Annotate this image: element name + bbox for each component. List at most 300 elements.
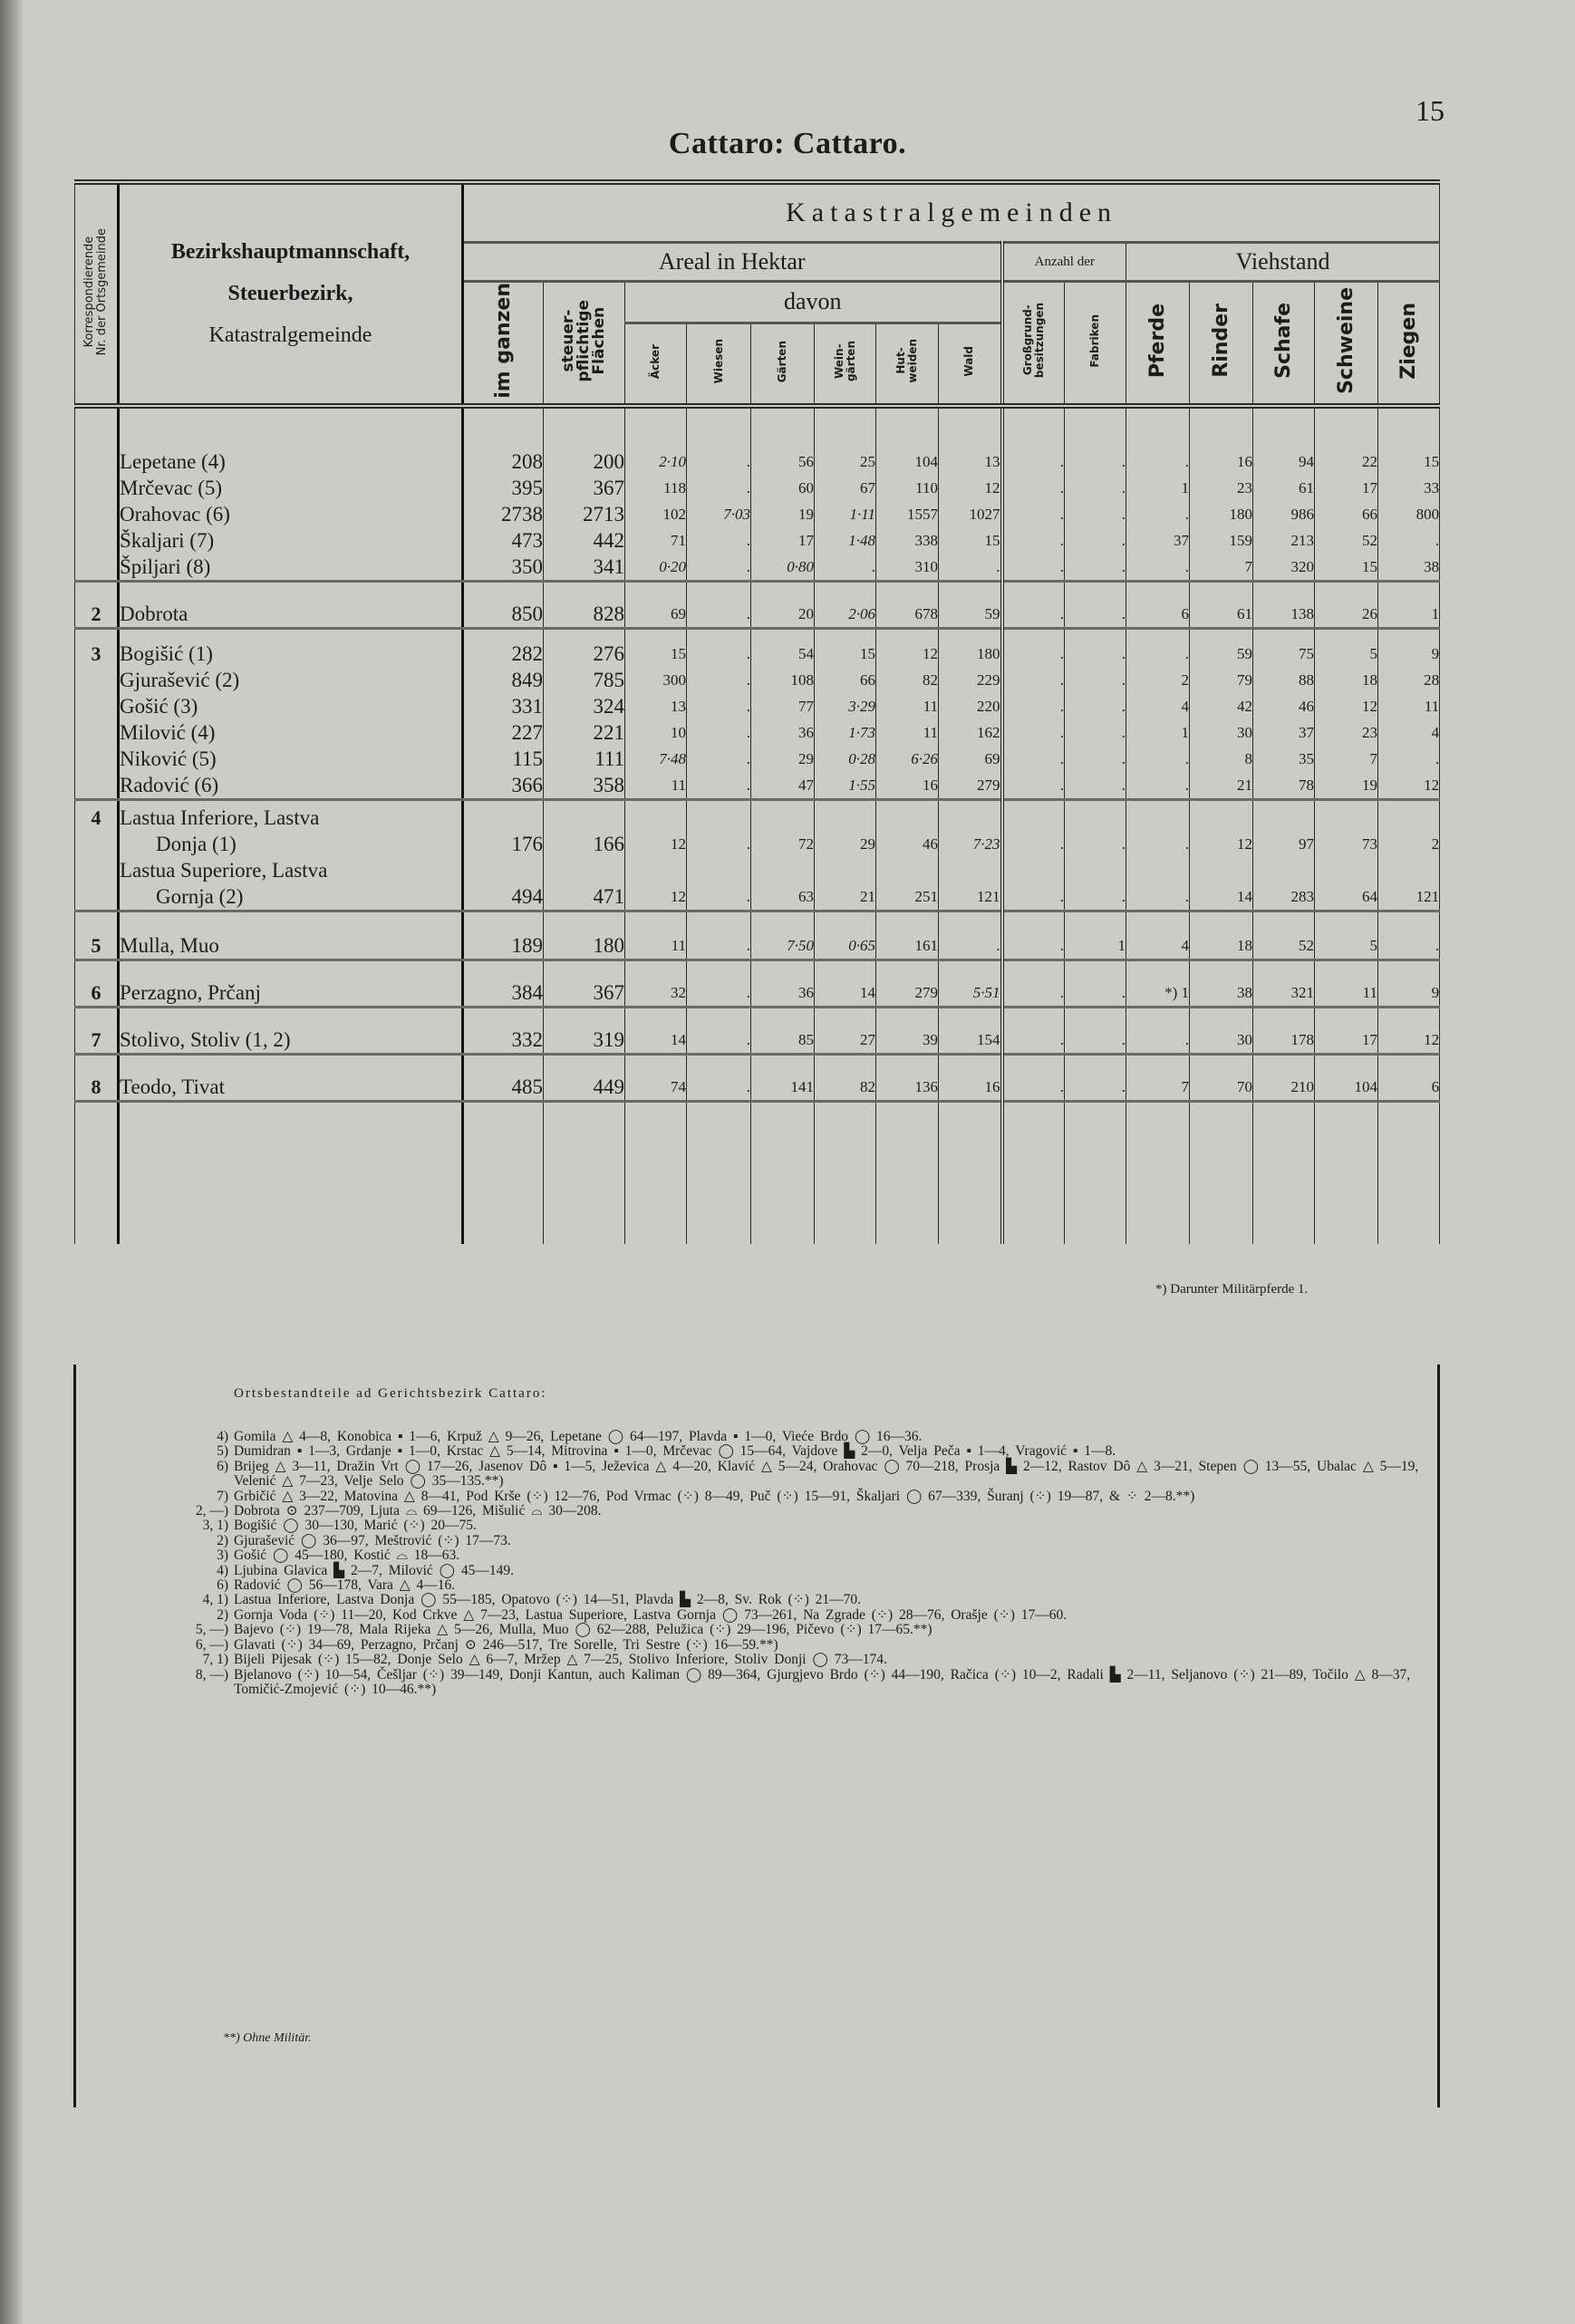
- table-value: .: [1059, 1077, 1064, 1095]
- value-cell-hut-weiden: [876, 799, 939, 911]
- value-line: [939, 932, 1000, 959]
- value-line: [544, 932, 624, 959]
- col-header-wiesen: [687, 323, 751, 406]
- value-line: [625, 805, 686, 857]
- statistics-table: [74, 179, 1440, 1244]
- table-value: .: [1059, 1030, 1064, 1048]
- empty-cell: [1190, 1101, 1253, 1244]
- table-value: .: [1059, 478, 1064, 497]
- table-value: 367: [593, 476, 624, 499]
- value-cell-wiesen: [687, 581, 751, 628]
- name-cell: [119, 406, 463, 582]
- value-cell-wald: [939, 799, 1002, 911]
- value-line: [815, 501, 875, 527]
- value-cell-schweine: [1315, 911, 1378, 959]
- table-value: 1·55: [848, 776, 875, 794]
- value-cell-im-ganzen: [463, 1054, 544, 1101]
- value-line: [687, 448, 750, 475]
- ortsbestandteile-entry: [91, 1668, 1432, 1698]
- value-line: [815, 719, 875, 746]
- group-number-label: 6: [91, 980, 101, 1004]
- table-value: 300: [662, 670, 686, 689]
- value-cell-gärten: [751, 1007, 815, 1054]
- value-line: [1065, 601, 1126, 627]
- value-cell-fabriken: [1065, 581, 1126, 628]
- value-line: [1378, 805, 1439, 857]
- table-value: .: [1059, 936, 1064, 954]
- value-line: [876, 1074, 938, 1100]
- name-line: Mulla, Muo: [120, 933, 219, 957]
- value-line: [625, 448, 686, 475]
- table-value: 121: [1416, 887, 1440, 905]
- table-value: 358: [593, 773, 624, 796]
- table-value: 61: [1237, 604, 1252, 622]
- value-cell-großgrund-besitzungen: [1002, 1007, 1065, 1054]
- value-cell-steuer-pflichtigeflächen: [544, 799, 625, 911]
- value-cell-pferde: [1126, 1054, 1190, 1101]
- value-line: [751, 719, 814, 746]
- value-line: [1190, 667, 1252, 693]
- value-line: [1315, 693, 1377, 719]
- value-cell-rinder: [1190, 1007, 1253, 1054]
- katastralgemeinde-name: [120, 746, 461, 772]
- value-cell-wald: [939, 1007, 1002, 1054]
- value-line: [1190, 772, 1252, 798]
- table-value: 66: [860, 670, 875, 689]
- value-cell-fabriken: [1065, 628, 1126, 799]
- table-value: 26: [1362, 604, 1377, 622]
- table-value: 785: [593, 668, 624, 691]
- value-line: [1065, 857, 1126, 910]
- value-line: [1190, 805, 1252, 857]
- value-cell-hut-weiden: [876, 406, 939, 582]
- entry-label: 4, 1): [202, 1592, 228, 1608]
- value-line: [1004, 719, 1065, 746]
- value-line: [1004, 693, 1065, 719]
- value-line: [1065, 641, 1126, 667]
- value-cell-rinder: [1190, 628, 1253, 799]
- table-value: 12: [923, 644, 938, 662]
- table-value: 800: [1416, 505, 1440, 523]
- table-value: .: [1184, 1030, 1189, 1048]
- value-line: [544, 1027, 624, 1053]
- value-cell-äcker: [625, 406, 687, 582]
- name-line: Špiljari (8): [120, 554, 211, 578]
- value-line: [625, 979, 686, 1006]
- value-line: [1065, 719, 1126, 746]
- table-value: .: [996, 557, 1000, 575]
- value-line: [1190, 719, 1252, 746]
- value-cell-wein-gärten: [815, 911, 876, 959]
- group-number: [75, 959, 119, 1007]
- table-value: 471: [593, 884, 624, 908]
- table-group: [75, 799, 1440, 911]
- ortsbestandteile-entry: [91, 1444, 1432, 1459]
- value-line: [687, 857, 750, 910]
- value-cell-rinder: [1190, 1054, 1253, 1101]
- value-cell-steuer-pflichtigeflächen: [544, 406, 625, 582]
- scan-edge: [0, 0, 24, 2324]
- katastralgemeinde-name: [120, 641, 461, 667]
- table-value: 21: [860, 887, 875, 905]
- value-line: [687, 1027, 750, 1053]
- value-line: [876, 1027, 938, 1053]
- value-line: [1315, 932, 1377, 959]
- value-line: [464, 667, 543, 693]
- value-line: [1126, 601, 1189, 627]
- empty-cell: [1253, 1101, 1315, 1244]
- value-line: [464, 475, 543, 501]
- col-label: Pferde: [1145, 303, 1169, 378]
- value-cell-großgrund-besitzungen: [1002, 406, 1065, 582]
- col-header-schweine: [1315, 282, 1378, 406]
- table-group: [75, 959, 1440, 1007]
- value-line: [939, 475, 1000, 501]
- table-value: 4: [1181, 936, 1189, 954]
- value-line: [1126, 667, 1189, 693]
- table-value: 69: [671, 604, 686, 622]
- table-value: 11: [1362, 983, 1377, 1001]
- table-group: [75, 406, 1440, 582]
- name-cell: [119, 581, 463, 628]
- value-line: [1065, 667, 1126, 693]
- value-line: [1315, 501, 1377, 527]
- table-value: 4: [1431, 723, 1440, 741]
- table-value: .: [1059, 697, 1064, 715]
- value-cell-wein-gärten: [815, 799, 876, 911]
- value-line: [1315, 448, 1377, 475]
- value-cell-schafe: [1253, 1007, 1315, 1054]
- value-line: [544, 772, 624, 798]
- entry-label: 4): [217, 1429, 228, 1444]
- value-line: [1126, 1027, 1189, 1053]
- katastralgemeinde-name: [120, 554, 461, 580]
- table-value: 12: [671, 887, 686, 905]
- super-header: Katastralgemeinden: [463, 182, 1440, 243]
- table-value: .: [1121, 834, 1126, 853]
- value-line: [815, 979, 875, 1006]
- value-line: [687, 1074, 750, 1100]
- value-cell-wiesen: [687, 911, 751, 959]
- value-cell-äcker: [625, 1007, 687, 1054]
- col-header-rinder: [1190, 282, 1253, 406]
- value-line: [1190, 641, 1252, 667]
- value-line: [815, 527, 875, 554]
- name-line: Gornja (2): [156, 884, 244, 908]
- table-value: 442: [593, 528, 624, 552]
- col-label: Großgrund- besitzungen: [1020, 303, 1046, 379]
- table-value: 4: [1181, 697, 1189, 715]
- table-value: 338: [914, 531, 938, 549]
- value-cell-wald: [939, 628, 1002, 799]
- value-line: [1190, 601, 1252, 627]
- entry-label: 8, —): [195, 1666, 228, 1683]
- value-cell-hut-weiden: [876, 959, 939, 1007]
- value-line: [751, 601, 814, 627]
- value-line: [544, 667, 624, 693]
- name-header: [119, 182, 463, 406]
- value-cell-großgrund-besitzungen: [1002, 628, 1065, 799]
- value-line: [1315, 667, 1377, 693]
- value-line: [815, 601, 875, 627]
- ortsbestandteile-entry: [91, 1504, 1432, 1519]
- table-value: 494: [511, 884, 543, 908]
- value-cell-schafe: [1253, 911, 1315, 959]
- value-line: [1004, 772, 1065, 798]
- table-value: .: [1121, 1077, 1126, 1095]
- value-line: [1004, 746, 1065, 772]
- name-line: Lastua Superiore, Lastva: [120, 858, 328, 882]
- table-value: 10: [671, 723, 686, 741]
- table-value: .: [1121, 452, 1126, 470]
- value-line: [625, 601, 686, 627]
- table-value: .: [1121, 749, 1126, 767]
- empty-cell: [876, 1101, 939, 1244]
- value-line: [544, 979, 624, 1006]
- table-value: 54: [798, 644, 814, 662]
- page-title: Cattaro: Cattaro.: [668, 127, 907, 160]
- value-cell-schafe: [1253, 406, 1315, 582]
- ortsbestandteile-entry: [91, 1490, 1432, 1504]
- value-cell-pferde: [1126, 911, 1190, 959]
- table-value: .: [746, 557, 750, 575]
- empty-cell: [463, 1101, 544, 1244]
- value-line: [1126, 693, 1189, 719]
- value-line: [1190, 746, 1252, 772]
- table-value: 1·48: [848, 531, 875, 549]
- value-line: [687, 746, 750, 772]
- value-line: [1253, 805, 1314, 857]
- table-value: 7·48: [659, 749, 686, 767]
- table-value: 36: [798, 723, 814, 741]
- value-cell-im-ganzen: [463, 628, 544, 799]
- table-value: 61: [1299, 478, 1314, 497]
- value-line: [625, 527, 686, 554]
- value-cell-hut-weiden: [876, 1054, 939, 1101]
- value-line: [464, 719, 543, 746]
- table-value: 366: [511, 773, 543, 796]
- table-value: .: [746, 1030, 750, 1048]
- table-value: 56: [798, 452, 814, 470]
- table-value: 3·29: [848, 697, 875, 715]
- davon-header: davon: [625, 282, 1002, 323]
- name-cell: [119, 1007, 463, 1054]
- value-line: [1126, 554, 1189, 580]
- table-value: 23: [1362, 723, 1377, 741]
- table-value: 33: [1424, 478, 1440, 497]
- value-cell-fabriken: [1065, 1007, 1126, 1054]
- value-cell-im-ganzen: [463, 581, 544, 628]
- value-line: [1315, 719, 1377, 746]
- table-value: 30: [1237, 1030, 1252, 1048]
- value-line: [876, 719, 938, 746]
- katastralgemeinde-name: [120, 805, 461, 857]
- entry-text: Bogišić ◯ 30—130, Marić (⁘) 20—75.: [234, 1518, 477, 1534]
- table-value: 67: [860, 478, 875, 497]
- name-header-line1: Bezirkshauptmannschaft,: [170, 240, 411, 265]
- value-line: [687, 641, 750, 667]
- table-value: .: [1184, 776, 1189, 794]
- katastralgemeinde-name: [120, 1074, 461, 1100]
- table-value: 94: [1299, 452, 1314, 470]
- value-line: [1126, 448, 1189, 475]
- table-value: 74: [671, 1077, 686, 1095]
- ortsbestandteile-entry: [91, 1653, 1432, 1667]
- ortsbestandteile-entry: [91, 1430, 1432, 1444]
- table-value: 70: [1237, 1077, 1252, 1095]
- name-cell: [119, 959, 463, 1007]
- anzahl-header: Anzahl der: [1002, 243, 1126, 282]
- table-value: 17: [798, 531, 814, 549]
- ortsbestandteile-entry: [91, 1534, 1432, 1548]
- table-value: 69: [984, 749, 1000, 767]
- value-line: [464, 1027, 543, 1053]
- table-value: 17: [1362, 1030, 1377, 1048]
- value-cell-ziegen: [1378, 1054, 1440, 1101]
- name-line: Lastua Inferiore, Lastva: [120, 805, 320, 829]
- value-cell-ziegen: [1378, 959, 1440, 1007]
- entry-text: Gošić ◯ 45—180, Kostić ⌓ 18—63.: [234, 1548, 460, 1564]
- table-value: 1·73: [848, 723, 875, 741]
- table-value: 220: [977, 697, 1000, 715]
- empty-cell: [815, 1101, 876, 1244]
- value-line: [464, 857, 543, 910]
- value-line: [1253, 641, 1314, 667]
- value-line: [876, 746, 938, 772]
- ortsbestandteile-list: [91, 1430, 1432, 1697]
- entry-text: Dobrota ⊙ 237—709, Ljuta ⌓ 69—126, Mišulić ⌓ 30—208.: [234, 1503, 602, 1519]
- value-cell-schweine: [1315, 1054, 1378, 1101]
- katastralgemeinde-name: [120, 448, 461, 475]
- table-value: 221: [593, 720, 624, 744]
- value-line: [544, 501, 624, 527]
- table-value: 88: [1299, 670, 1314, 689]
- table-value: 18: [1237, 936, 1252, 954]
- col-label: Hut- weiden: [894, 339, 919, 383]
- value-line: [1126, 746, 1189, 772]
- entry-text: Glavati (⁘) 34—69, Perzagno, Prčanj ⊙ 246—517, Tre Sorelle, Tri Sestre (⁘) 16—59.**): [234, 1636, 778, 1653]
- entry-label: 6): [217, 1577, 228, 1594]
- table-value: 27: [860, 1030, 875, 1048]
- katastralgemeinde-name: [120, 475, 461, 501]
- value-cell-wein-gärten: [815, 406, 876, 582]
- value-line: [544, 527, 624, 554]
- footnote-double-star: **) Ohne Militär.: [223, 2031, 312, 2045]
- value-line: [544, 1074, 624, 1100]
- value-line: [1126, 641, 1189, 667]
- group-number: [75, 799, 119, 911]
- name-line: Perzagno, Prčanj: [120, 980, 261, 1004]
- value-cell-wald: [939, 406, 1002, 582]
- value-line: [751, 805, 814, 857]
- value-line: [625, 772, 686, 798]
- name-line: Mrčevac (5): [120, 476, 223, 499]
- name-line: Radović (6): [120, 773, 219, 796]
- table-value: .: [746, 478, 750, 497]
- col-header-schafe: [1253, 282, 1315, 406]
- value-line: [464, 693, 543, 719]
- table-value: 2·10: [659, 452, 686, 470]
- table-value: 849: [511, 668, 543, 691]
- table-value: 32: [671, 983, 686, 1001]
- empty-cell: [687, 1101, 751, 1244]
- value-cell-im-ganzen: [463, 799, 544, 911]
- value-line: [1065, 475, 1126, 501]
- table-value: .: [1121, 557, 1126, 575]
- value-cell-ziegen: [1378, 911, 1440, 959]
- value-cell-schafe: [1253, 581, 1315, 628]
- value-cell-ziegen: [1378, 581, 1440, 628]
- name-line: Niković (5): [120, 747, 217, 770]
- table-value: 2713: [583, 502, 624, 526]
- value-cell-wiesen: [687, 959, 751, 1007]
- areal-header: Areal in Hektar: [463, 243, 1002, 282]
- value-line: [939, 979, 1000, 1006]
- value-line: [1126, 979, 1189, 1006]
- value-line: [1004, 475, 1065, 501]
- value-line: [464, 601, 543, 627]
- table-value: .: [996, 936, 1000, 954]
- table-value: 251: [914, 887, 938, 905]
- value-cell-wein-gärten: [815, 628, 876, 799]
- table-value: 52: [1299, 936, 1314, 954]
- entry-label: 5, —): [195, 1622, 228, 1638]
- value-line: [1065, 805, 1126, 857]
- value-line: [1315, 641, 1377, 667]
- value-line: [751, 448, 814, 475]
- table-value: 64: [1362, 887, 1377, 905]
- table-value: .: [1121, 670, 1126, 689]
- name-header-line2: Steuerbezirk,: [227, 282, 353, 306]
- value-line: [625, 554, 686, 580]
- entry-text: Gjurašević ◯ 36—97, Meštrović (⁘) 17—73.: [234, 1532, 511, 1548]
- table-value: 14: [860, 983, 875, 1001]
- table-value: .: [746, 1077, 750, 1095]
- value-line: [1315, 527, 1377, 554]
- col-label: Rinder: [1209, 304, 1232, 378]
- value-line: [939, 805, 1000, 857]
- value-cell-im-ganzen: [463, 1007, 544, 1054]
- empty-cell: [1065, 1101, 1126, 1244]
- value-cell-wein-gärten: [815, 959, 876, 1007]
- value-cell-äcker: [625, 911, 687, 959]
- col-label: Wiesen: [711, 339, 725, 384]
- value-line: [687, 719, 750, 746]
- table-value: 14: [1237, 887, 1252, 905]
- value-cell-hut-weiden: [876, 581, 939, 628]
- value-line: [1378, 641, 1439, 667]
- ortsbestandteile-heading: Ortsbestandteile ad Gerichtsbezirk Cattaro:: [234, 1386, 547, 1401]
- value-line: [751, 501, 814, 527]
- table-value: 118: [663, 478, 686, 497]
- value-line: [1253, 1074, 1314, 1100]
- table-value: 29: [798, 749, 814, 767]
- table-value: 678: [914, 604, 938, 622]
- table-value: 82: [860, 1077, 875, 1095]
- value-line: [1065, 501, 1126, 527]
- value-cell-äcker: [625, 581, 687, 628]
- table-value: .: [1121, 776, 1126, 794]
- value-line: [876, 979, 938, 1006]
- value-line: [815, 1074, 875, 1100]
- value-line: [544, 601, 624, 627]
- table-value: 16: [984, 1077, 1000, 1095]
- table-value: 1027: [969, 505, 1000, 523]
- value-line: [1190, 932, 1252, 959]
- table-value: 395: [511, 476, 543, 499]
- value-line: [1004, 857, 1065, 910]
- table-value: 321: [1290, 983, 1314, 1001]
